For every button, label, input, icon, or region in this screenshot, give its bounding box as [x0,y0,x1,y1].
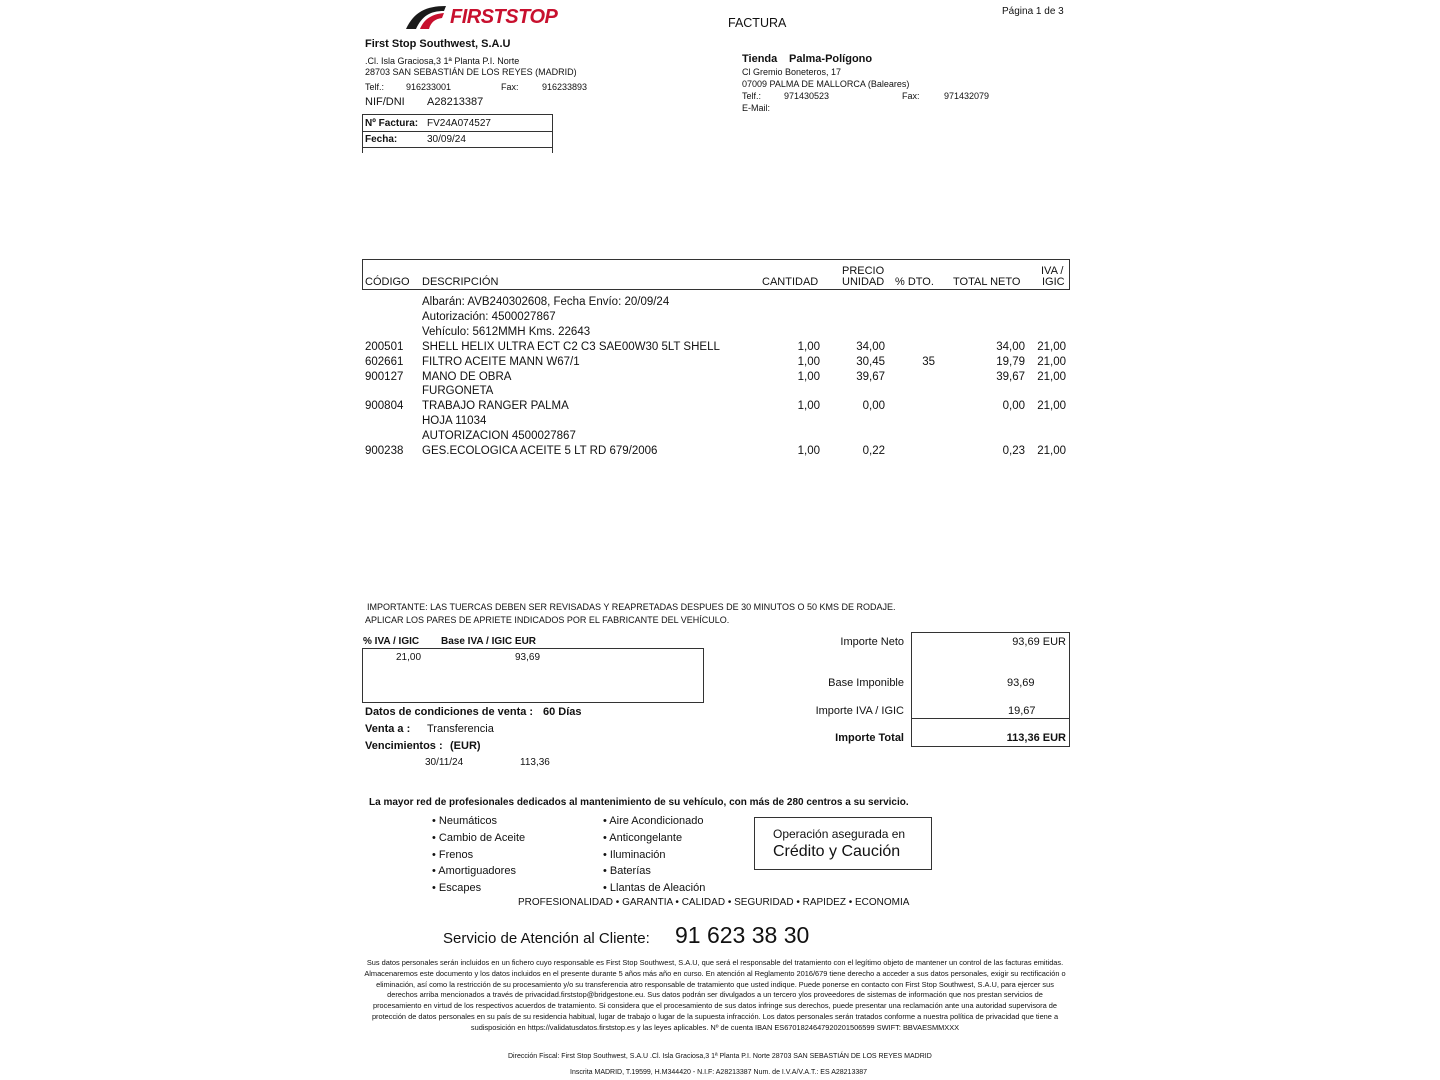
row-quantity: 1,00 [797,370,820,383]
payment-method-value: Transferencia [427,723,494,735]
payment-method-label: Venta a : [365,723,411,735]
row-quantity: 1,00 [797,444,820,457]
row-price: 30,45 [856,355,885,368]
store-name: Palma-Polígono [789,53,873,65]
header-quantity: CANTIDAD [762,276,819,288]
due-amount: 113,36 [520,757,550,768]
service-item: • Escapes [432,882,482,895]
row-net: 19,79 [996,355,1025,368]
row-net: 39,67 [996,370,1025,383]
header-price-line2: UNIDAD [842,276,885,288]
store-address-line2: 07009 PALMA DE MALLORCA (Baleares) [742,79,910,89]
invoice-number: FV24A074527 [427,118,491,129]
row-price: 39,67 [856,370,885,383]
registry-info: Inscrita MADRID, T.19599, H.M344420 - N.I.F: A28213387 Num. de I.V.A/V.A.T.: ES A28213387 [570,1069,868,1076]
promo-headline: La mayor red de profesionales dedicados al mantenimiento de su vehículo, con más de 280 centros a su servicio. [369,797,909,808]
company-fax-label: Fax: [501,82,519,92]
store-email-label: E-Mail: [742,103,771,113]
total-amount-label: Importe Total [835,732,904,744]
service-item: • Cambio de Aceite [432,831,526,844]
row-code: 602661 [365,355,404,368]
logo-text: FIRSTSTOP [450,6,558,28]
taxable-base-value: 93,69 [1007,677,1035,689]
row-code: 900127 [365,370,404,383]
invoice-number-label: Nº Factura: [365,118,419,129]
notice-line2: APLICAR LOS PARES DE APRIETE INDICADOS POR EL FABRICANTE DEL VEHÍCULO. [365,615,730,625]
promo-values: PROFESIONALIDAD • GARANTIA • CALIDAD • SEGURIDAD • RAPIDEZ • ECONOMIA [518,897,910,908]
info-line-delivery: Albarán: AVB240302608, Fecha Envío: 20/09/24 [422,296,670,308]
invoice-date: 30/09/24 [427,134,466,145]
row-vat: 21,00 [1037,355,1066,368]
row-vat: 21,00 [1037,370,1066,383]
net-amount-value: 93,69 EUR [1012,636,1066,648]
header-vat-line1: IVA / [1041,265,1064,277]
company-address-line1: .Cl. Isla Graciosa,3 1ª Planta P.I. Norte [365,56,520,66]
store-phone: 971430523 [784,91,830,101]
service-item: • Neumáticos [432,815,497,827]
vat-summary-base: 93,69 [515,652,541,663]
service-item: • Iluminación [603,848,666,861]
service-item: • Amortiguadores [432,865,516,878]
sale-conditions-label: Datos de condiciones de venta : [365,706,534,718]
customer-service-phone: 91 623 38 30 [675,922,810,948]
invoice-date-label: Fecha: [365,134,398,145]
insurance-line2: Crédito y Caución [773,843,901,860]
store-fax: 971432079 [944,91,990,101]
header-price-line1: PRECIO [842,265,885,277]
row-net: 34,00 [996,341,1025,353]
header-description: DESCRIPCIÓN [422,276,499,288]
row-price: 0,22 [862,444,885,457]
company-nif: A28213387 [427,96,484,108]
row-net: 0,00 [1002,400,1025,413]
taxable-base-label: Base Imponible [828,677,904,689]
insurance-line1: Operación asegurada en [773,827,906,841]
invoice-box-divider [362,147,552,148]
service-item: • Anticongelante [603,831,683,844]
company-fax: 916233893 [542,82,588,92]
total-amount-value: 113,36 EUR [1006,732,1066,744]
store-label: Tienda [742,53,778,65]
store-fax-label: Fax: [902,91,920,101]
due-dates-label: Vencimientos : [365,740,443,752]
row-code: 900238 [365,444,404,457]
logo-swoosh-icon [404,4,448,30]
page-number: Página 1 de 3 [1002,6,1064,17]
legal-privacy-text: Sus datos personales serán incluidos en un fichero cuyo responsable es First Stop Southwest, S.A.U, que será el responsable del tratamiento con el legítimo objeto de mantener un control de las facturas emitidas. Almacenaremos este documento y los datos incluidos en el presente durante 5 años más año en curso. En atención al Reglamento 2016/679 tiene derecho a acceder a sus datos personales, exigir su rectificación o eliminación, así como la restricción de su procesamiento y/o su transferencia atro responsable de tratamiento que usted indique. Puede ponerse en contacto con First Stop Southwest, S.A.U, para ejercer sus derechos arriba mencionados a través de privacidad.firststop@bridgestone.eu. Sus datos podrán ser divulgados a un tercero ylos proveedores de sistemas de información que nos prestan servicios de procesamiento en virtud de los respectivos acuerdos de tratamiento. Si considera que el procesamiento de sus datos infringe sus derechos, puede presentar una reclamación ante una autoridad supervisora de protección de datos personales en su país de su residencia habitual, lugar de trabajo o lugar de la supuesta infracción. Los datos personales serán tratados conforme a nuestra política de privacidad que tiene a sudisposición en https://validatusdatos.firststop.es y las leyes aplicables. Nº de cuenta IBAN ES6701824647920201506599 SWIFT: BBVAESMMXXX [364,958,1066,1032]
vat-summary-rate: 21,00 [396,652,422,663]
store-phone-label: Telf.: [742,91,762,101]
customer-service-label: Servicio de Atención al Cliente: [443,930,650,947]
row-price: 34,00 [856,341,885,353]
row-discount: 35 [922,355,935,368]
row-description: FURGONETA [422,385,494,398]
vat-summary-header-base: Base IVA / IGIC EUR [441,636,537,647]
sale-conditions-value: 60 Días [543,706,582,718]
vat-amount-label: Importe IVA / IGIC [815,705,904,717]
totals-box [911,632,1070,747]
row-description: AUTORIZACION 4500027867 [422,429,576,442]
net-amount-label: Importe Neto [840,636,904,648]
store-address-line1: Cl Gremio Boneteros, 17 [742,67,842,77]
header-net-total: TOTAL NETO [953,276,1021,288]
row-quantity: 1,00 [797,400,820,413]
header-discount: % DTO. [895,276,934,288]
company-name: First Stop Southwest, S.A.U [365,38,511,50]
due-currency: (EUR) [450,740,481,752]
totals-divider [911,718,1069,719]
row-description: FILTRO ACEITE MANN W67/1 [422,355,580,368]
header-vat-line2: IGIC [1042,276,1065,288]
service-item: • Frenos [432,848,474,861]
row-net: 0,23 [1002,444,1025,457]
vat-summary-header-rate: % IVA / IGIC [363,636,420,647]
service-item: • Llantas de Aleación [603,882,706,895]
services-list-2 [603,813,705,897]
row-quantity: 1,00 [797,341,820,353]
row-quantity: 1,00 [797,355,820,368]
service-item: • Aire Acondicionado [603,815,704,827]
service-item: • Baterías [603,865,651,878]
row-description: GES.ECOLOGICA ACEITE 5 LT RD 679/2006 [422,444,658,457]
row-description: MANO DE OBRA [422,370,512,383]
company-nif-label: NIF/DNI [365,96,405,108]
row-code: 900804 [365,400,404,413]
due-date: 30/11/24 [425,757,464,768]
fiscal-address: Dirección Fiscal: First Stop Southwest, S.A.U .Cl. Isla Graciosa,3 1ª Planta P.I. Norte 28703 SAN SEBASTIÁN DE LOS REYES MADRID [508,1053,932,1060]
row-vat: 21,00 [1037,400,1066,413]
row-vat: 21,00 [1037,444,1066,457]
row-description: HOJA 11034 [422,415,487,427]
row-description: TRABAJO RANGER PALMA [422,400,569,413]
invoice-box-divider [362,131,552,132]
info-line-vehicle: Vehículo: 5612MMH Kms. 22643 [422,326,591,338]
row-description: SHELL HELIX ULTRA ECT C2 C3 SAE00W30 5LT SHELL [422,341,720,353]
row-code: 200501 [365,341,404,353]
services-list-1 [432,813,525,897]
company-phone: 916233001 [406,82,452,92]
row-vat: 21,00 [1037,341,1066,353]
notice-line1: IMPORTANTE: LAS TUERCAS DEBEN SER REVISADAS Y REAPRETADAS DESPUES DE 30 MINUTOS O 50 KMS DE RODAJE. [367,602,896,612]
info-line-authorization: Autorización: 4500027867 [422,311,556,323]
document-title: FACTURA [728,16,787,30]
header-code: CÓDIGO [365,276,410,288]
company-address-line2: 28703 SAN SEBASTIÁN DE LOS REYES (MADRID) [365,67,577,77]
company-phone-label: Telf.: [365,82,385,92]
vat-amount-value: 19,67 [1008,705,1036,717]
row-price: 0,00 [862,400,885,413]
